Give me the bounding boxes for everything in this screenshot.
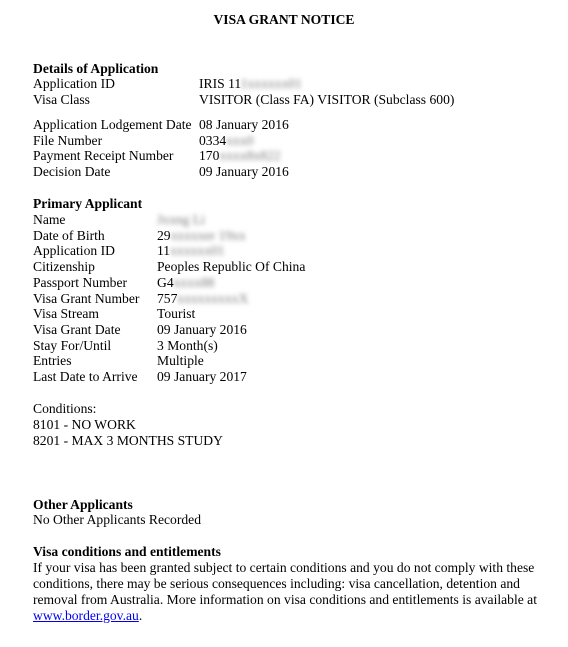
redacted-text: xxxx88 xyxy=(173,275,215,290)
primary-row xyxy=(33,212,205,228)
primary-row xyxy=(33,338,218,354)
details-row-decision-date xyxy=(33,164,289,180)
details-label: Decision Date xyxy=(33,164,111,179)
primary-label: Visa Stream xyxy=(33,306,100,321)
details-value: VISITOR (Class FA) VISITOR (Subclass 600) xyxy=(199,92,455,107)
primary-label: Date of Birth xyxy=(33,228,105,243)
entitlements-paragraph xyxy=(33,560,553,624)
primary-value: Tourist xyxy=(157,306,196,321)
other-applicants-heading: Other Applicants xyxy=(33,497,133,512)
details-label: File Number xyxy=(33,133,103,148)
primary-value: 757xxxxxxxxxX xyxy=(157,291,249,306)
primary-row xyxy=(33,306,196,322)
primary-label: Passport Number xyxy=(33,275,128,290)
details-value: IRIS 111xxxxxx01 xyxy=(199,76,302,91)
primary-label: Last Date to Arrive xyxy=(33,369,138,384)
conditions-heading: Conditions: xyxy=(33,401,97,416)
primary-label: Visa Grant Date xyxy=(33,322,121,337)
entitlements-text: If your visa has been granted subject to certain conditions and you do not comply with these conditions, there may be serious consequences including: visa cancellation, detention and removal from Australia. More information on visa conditions and entitlements is available at xyxy=(33,560,537,607)
primary-label: Citizenship xyxy=(33,259,95,274)
details-row-payment-receipt xyxy=(33,148,281,164)
primary-row xyxy=(33,322,247,338)
details-value: 0334xxx0 xyxy=(199,133,254,148)
condition-item: 8101 - NO WORK xyxy=(33,417,136,432)
primary-heading: Primary Applicant xyxy=(33,196,143,211)
link-trailing-period: . xyxy=(138,608,143,623)
primary-label: Entries xyxy=(33,353,72,368)
primary-value: 11xxxxxx01 xyxy=(157,243,225,258)
primary-row xyxy=(33,228,246,244)
redacted-text: xxxx8x822 xyxy=(219,148,281,163)
details-label: Application ID xyxy=(33,76,115,91)
condition-item: 8201 - MAX 3 MONTHS STUDY xyxy=(33,433,223,448)
details-row-application-id xyxy=(33,76,302,92)
redacted-text: xxxxxx01 xyxy=(170,243,225,258)
details-value: 09 January 2016 xyxy=(199,164,289,179)
redacted-text: xxxxxer 19xx xyxy=(170,228,246,243)
primary-row xyxy=(33,353,204,369)
document-title: VISA GRANT NOTICE xyxy=(213,12,355,27)
redacted-text: 1xxxxxx01 xyxy=(240,76,302,91)
primary-row xyxy=(33,259,306,275)
primary-label: Stay For/Until xyxy=(33,338,112,353)
redacted-text: Jxxng Li xyxy=(157,212,205,227)
primary-value: Peoples Republic Of China xyxy=(157,259,306,274)
primary-value: 09 January 2017 xyxy=(157,369,247,384)
primary-label: Name xyxy=(33,212,66,227)
lodgement-row xyxy=(33,117,289,133)
primary-value: 3 Month(s) xyxy=(157,338,218,353)
primary-value: Multiple xyxy=(157,353,204,368)
details-label: Payment Receipt Number xyxy=(33,148,174,163)
primary-value: G4xxxx88 xyxy=(157,275,215,290)
details-row-visa-class xyxy=(33,92,455,108)
details-heading: Details of Application xyxy=(33,61,159,76)
lodgement-value: 08 January 2016 xyxy=(198,117,289,132)
entitlements-heading: Visa conditions and entitlements xyxy=(33,544,221,559)
primary-row xyxy=(33,369,247,385)
details-label: Visa Class xyxy=(33,92,90,107)
primary-row xyxy=(33,243,225,259)
primary-row xyxy=(33,291,249,307)
details-value: 170xxxx8x822 xyxy=(199,148,281,163)
details-row-file-number xyxy=(33,133,254,149)
primary-value: 09 January 2016 xyxy=(157,322,247,337)
primary-row xyxy=(33,275,215,291)
primary-label: Visa Grant Number xyxy=(33,291,140,306)
other-applicants-text: No Other Applicants Recorded xyxy=(33,512,201,527)
primary-value: 29xxxxxer 19xx xyxy=(157,228,246,243)
primary-label: Application ID xyxy=(33,243,115,258)
redacted-text: xxxxxxxxxX xyxy=(177,291,249,306)
primary-value xyxy=(157,212,205,228)
redacted-text: xxx0 xyxy=(226,133,254,148)
border-website-link[interactable]: www.border.gov.au xyxy=(33,608,139,623)
lodgement-label: Application Lodgement Date xyxy=(33,117,192,132)
